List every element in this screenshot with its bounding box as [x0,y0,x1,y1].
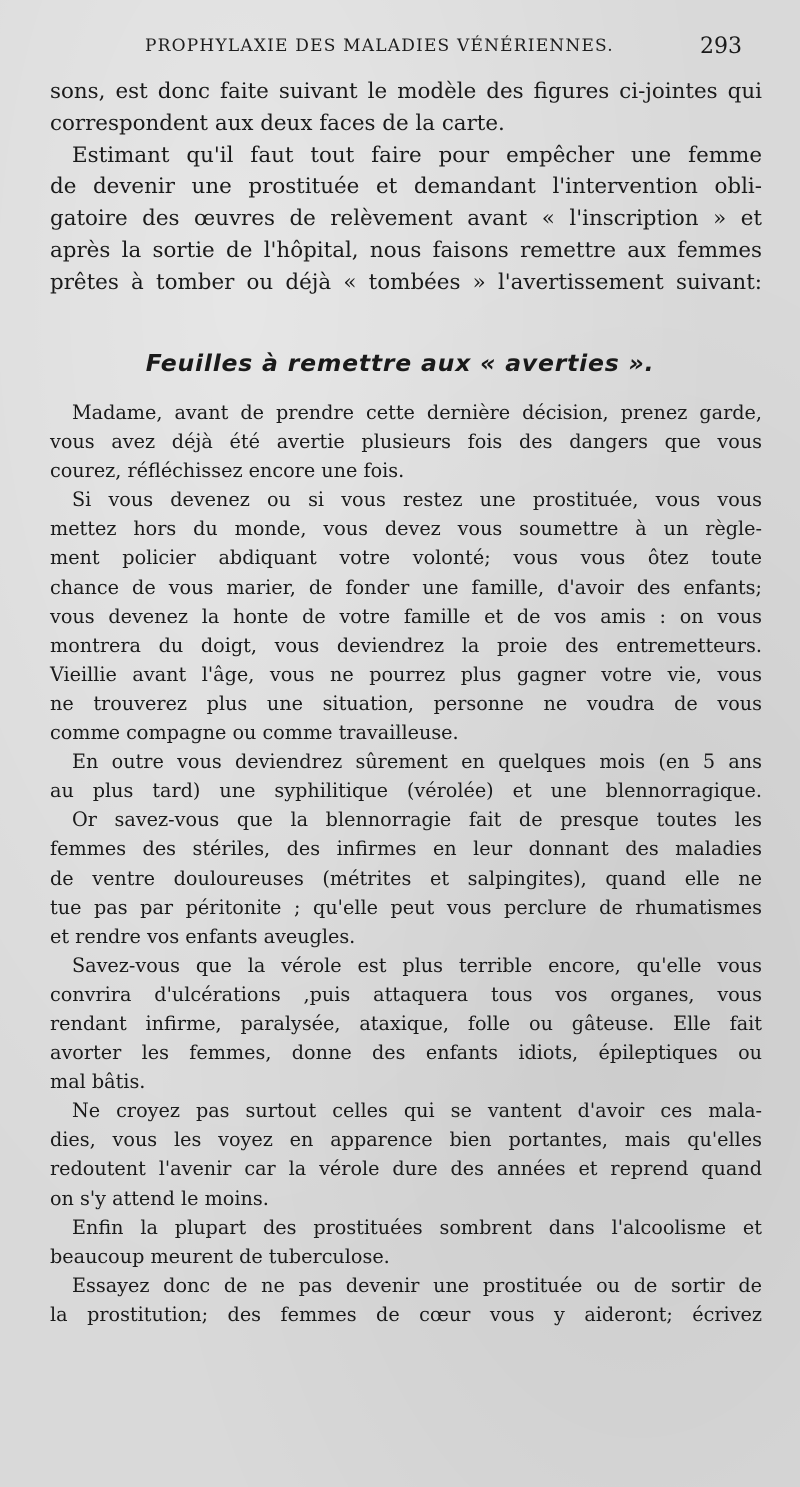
text-line: vous devenez la honte de votre famille et de vos amis : on vous [50,604,762,628]
text-line: En outre vous deviendrez sûrement en quelques mois (en 5 ans [72,750,762,774]
text-line: dies, vous les voyez en apparence bien portantes, mais qu'elles [50,1128,762,1152]
notice-paragraph-5 [50,951,762,1096]
text-line: chance de vous marier, de fonder une famille, d'avoir des enfants; [50,575,762,599]
text-line: gatoire des œuvres de relèvement avant « l'inscription » et [50,206,762,232]
intro-text [50,76,762,299]
intro-paragraph-2 [50,140,762,299]
text-line: comme compagne ou comme travailleuse. [50,721,459,745]
text-line: mettez hors du monde, vous devez vous soumettre à un règle- [50,517,762,541]
notice-paragraph-6 [50,1096,762,1212]
text-line: sons, est donc faite suivant le modèle des figures ci-jointes qui [50,79,762,104]
text-line: Si vous devenez ou si vous restez une prostituée, vous vous [72,488,762,512]
text-line: Or savez-vous que la blennorragie fait de presque toutes les [72,808,762,832]
text-line: courez, réfléchissez encore une fois. [50,459,405,483]
text-line: la prostitution; des femmes de cœur vous y aideront; écrivez [50,1302,762,1326]
text-line: et rendre vos enfants aveugles. [50,924,356,948]
text-line: prêtes à tomber ou déjà « tombées » l'avertissement suivant: [50,269,762,295]
text-line: Essayez donc de ne pas devenir une prostituée ou de sortir de [72,1273,762,1297]
page-header [0,34,800,64]
notice-paragraph-1 [50,398,762,485]
text-line: Ne croyez pas surtout celles qui se vantent d'avoir ces mala- [72,1099,762,1123]
text-line: montrera du doigt, vous deviendrez la proie des entremetteurs. [50,633,762,657]
page-number: 293 [700,34,742,59]
section-heading: Feuilles à remettre aux « averties ». [145,349,655,377]
text-line: correspondent aux deux faces de la carte. [50,110,505,136]
text-line: redoutent l'avenir car la vérole dure des années et reprend quand [50,1157,762,1181]
notice-paragraph-2 [50,485,762,747]
text-line: on s'y attend le moins. [50,1186,269,1210]
intro-paragraph-1 [50,76,762,140]
notice-paragraph-8 [50,1271,762,1329]
text-line: convrira d'ulcérations ,puis attaquera tous vos organes, vous [50,982,762,1006]
text-line: tue pas par péritonite ; qu'elle peut vous perclure de rhumatismes [50,895,762,919]
text-line: femmes des stériles, des infirmes en leur donnant des maladies [50,837,762,861]
notice-paragraph-7 [50,1213,762,1271]
text-line: Madame, avant de prendre cette dernière décision, prenez garde, [72,401,762,424]
text-line: au plus tard) une syphilitique (vérolée) et une blennorragique. [50,779,762,803]
notice-text [50,398,762,1329]
text-line: après la sortie de l'hôpital, nous faisons remettre aux femmes [50,237,762,263]
text-line: Enfin la plupart des prostituées sombrent dans l'alcoolisme et [72,1215,762,1239]
text-line: vous avez déjà été avertie plusieurs fois des dangers que vous [50,430,762,454]
text-line: Vieillie avant l'âge, vous ne pourrez plus gagner votre vie, vous [50,662,762,686]
text-line: Savez-vous que la vérole est plus terrible encore, qu'elle vous [72,953,762,977]
text-line: Estimant qu'il faut tout faire pour empêcher une femme [72,142,762,168]
notice-paragraph-3 [50,747,762,805]
notice-paragraph-4 [50,805,762,950]
text-line: beaucoup meurent de tuberculose. [50,1244,390,1268]
text-line: mal bâtis. [50,1070,146,1094]
text-line: ment policier abdiquant votre volonté; vous vous ôtez toute [50,546,762,570]
text-line: rendant infirme, paralysée, ataxique, folle ou gâteuse. Elle fait [50,1011,762,1035]
text-line: avorter les femmes, donne des enfants idiots, épileptiques ou [50,1041,762,1065]
text-line: de ventre douloureuses (métrites et salpingites), quand elle ne [50,866,762,890]
running-title: PROPHYLAXIE DES MALADIES VÉNÉRIENNES. [145,36,614,56]
text-line: ne trouverez plus une situation, personne ne voudra de vous [50,691,762,715]
text-line: de devenir une prostituée et demandant l'intervention obli- [50,174,762,200]
